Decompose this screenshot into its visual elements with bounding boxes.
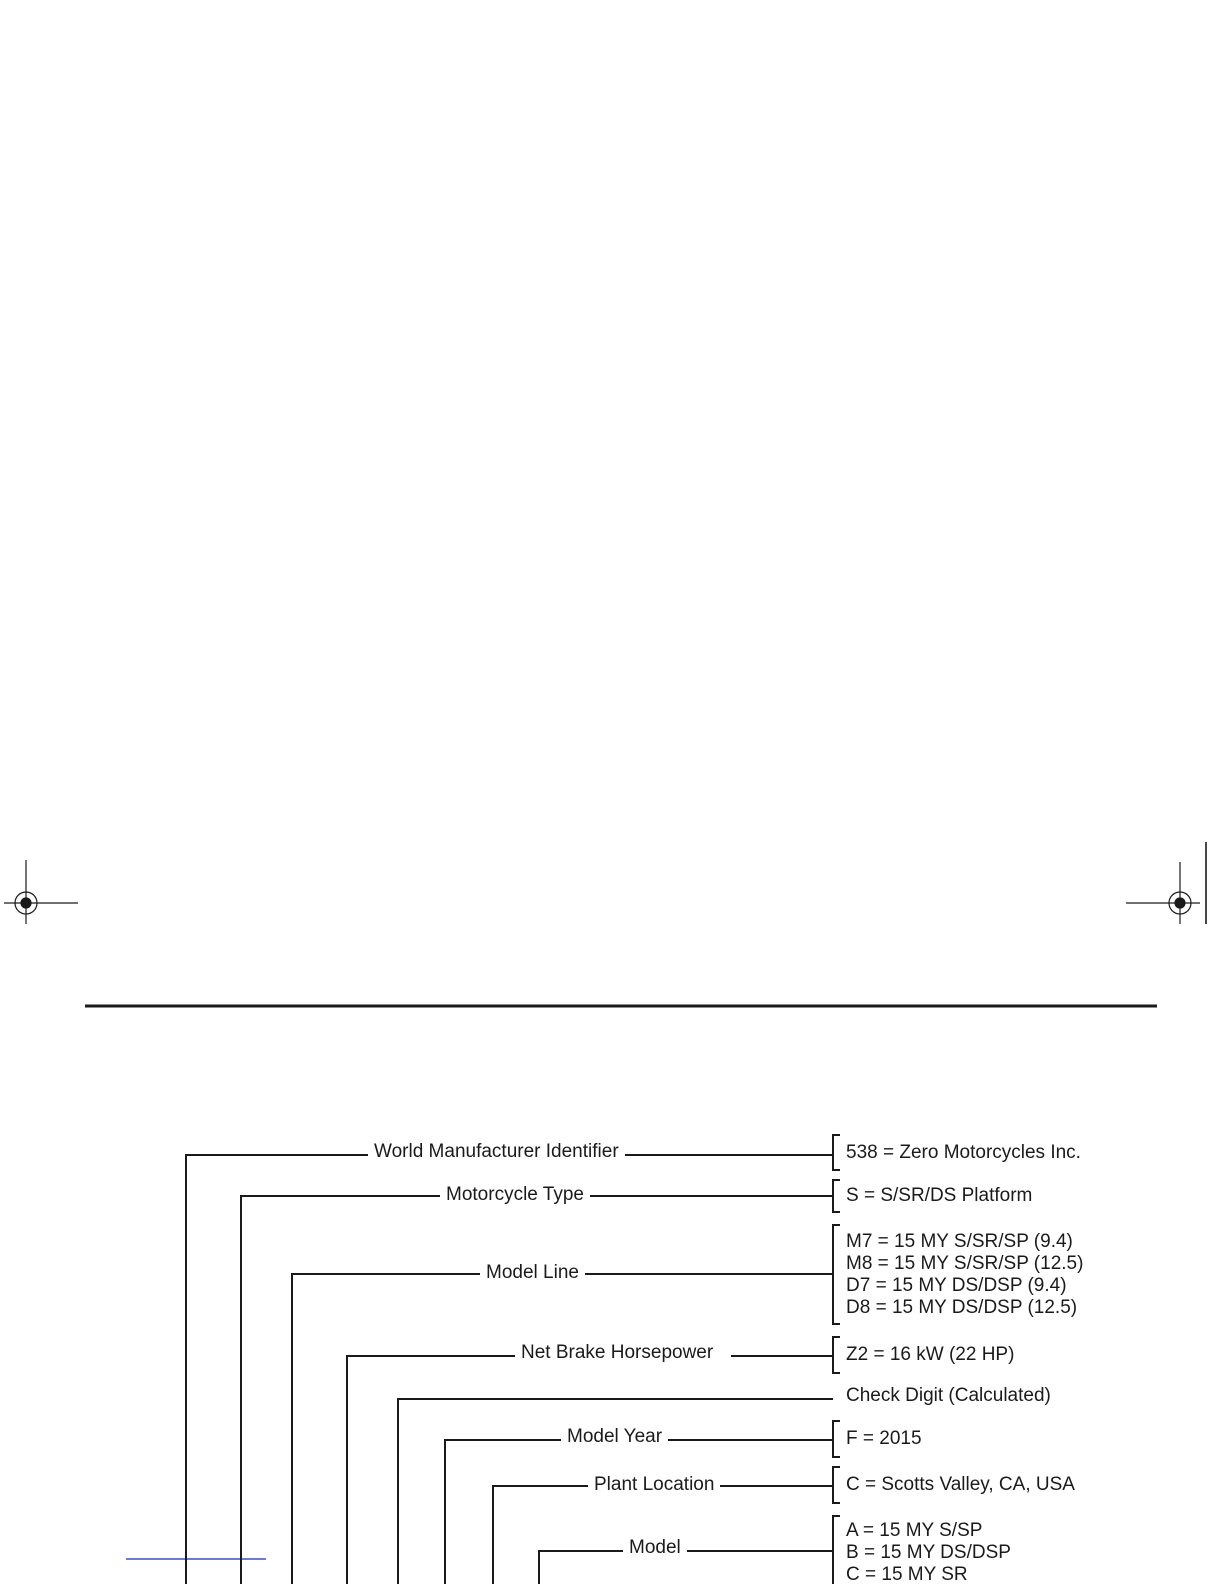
registration-mark-icon: [4, 860, 78, 924]
value-line: M8 = 15 MY S/SR/SP (12.5): [846, 1253, 1084, 1274]
value-line: Z2 = 16 kW (22 HP): [846, 1344, 1015, 1365]
value-line: D7 = 15 MY DS/DSP (9.4): [846, 1275, 1067, 1296]
value-line: C = 15 MY SR: [846, 1564, 968, 1585]
label-model: Model: [623, 1537, 687, 1559]
value-line: F = 2015: [846, 1428, 922, 1449]
value-plant-location: [846, 1474, 1075, 1496]
value-motorcycle-type: [846, 1185, 1032, 1207]
value-model: [846, 1520, 1011, 1586]
label-world-manufacturer-identifier: World Manufacturer Identifier: [368, 1141, 625, 1163]
label-motorcycle-type: Motorcycle Type: [440, 1184, 590, 1206]
value-world-manufacturer-identifier: [846, 1142, 1081, 1164]
label-plant-location: Plant Location: [588, 1474, 720, 1496]
value-line: 538 = Zero Motorcycles Inc.: [846, 1142, 1081, 1163]
label-net-brake-horsepower: Net Brake Horsepower: [515, 1342, 731, 1364]
value-line: M7 = 15 MY S/SR/SP (9.4): [846, 1231, 1073, 1252]
value-model-line: [846, 1231, 1083, 1319]
value-model-year: [846, 1428, 922, 1450]
label-model-line: Model Line: [480, 1262, 585, 1284]
value-line: Check Digit (Calculated): [846, 1385, 1051, 1406]
value-line: A = 15 MY S/SP: [846, 1520, 983, 1541]
value-line: S = S/SR/DS Platform: [846, 1185, 1033, 1206]
value-line: B = 15 MY DS/DSP: [846, 1542, 1011, 1563]
label-model-year: Model Year: [561, 1426, 668, 1448]
value-net-brake-horsepower: [846, 1344, 1014, 1366]
value-check-digit: [846, 1385, 1051, 1407]
value-line: D8 = 15 MY DS/DSP (12.5): [846, 1297, 1078, 1318]
value-line: C = Scotts Valley, CA, USA: [846, 1474, 1075, 1495]
registration-mark-icon: [1126, 842, 1206, 924]
